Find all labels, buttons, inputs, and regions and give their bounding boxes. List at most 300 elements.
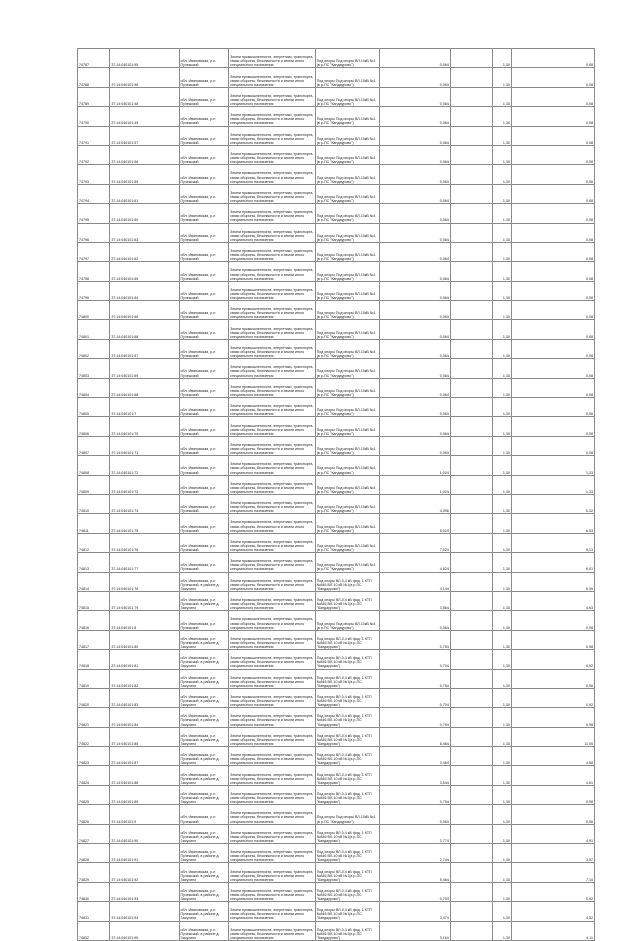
table-row	[78, 921, 595, 940]
address-cell: обл. Ивановская, р-н Пучежский, в районе д. Засухино	[179, 824, 229, 843]
table-row	[78, 165, 595, 184]
empty-cell	[450, 630, 493, 649]
coefficient-cell: 1,30	[493, 436, 511, 455]
area-cell: 0,064	[380, 107, 450, 126]
amount-cell: 0,08	[511, 339, 594, 358]
coefficient-cell: 1,30	[493, 921, 511, 940]
address-cell: обл. Ивановская, р-н Пучежский	[179, 262, 229, 281]
row-number-cell: 74799	[78, 281, 110, 300]
coefficient-cell: 1,30	[493, 204, 511, 223]
address-cell: обл. Ивановская, р-н Пучежский	[179, 281, 229, 300]
permitted-use-cell: Под опоры ВЛ-0,4 кВ фид. 1 КТП №846 ВЛ-10 кВ №1(в р-ПС "Кандаурово")	[315, 669, 380, 688]
permitted-use-cell: Под опоры Под опоры ВЛ-10кВ №1 (в р-ПС "Кандаурово")	[315, 145, 380, 164]
amount-cell: 0,98	[511, 669, 594, 688]
table-row	[78, 844, 595, 863]
table-row	[78, 805, 595, 824]
table-row	[78, 688, 595, 707]
permitted-use-cell: Под опоры Под опоры ВЛ-10кВ №1 (в р-ПС "Кандаурово")	[315, 494, 380, 513]
row-number-cell: 74788	[78, 68, 110, 87]
land-category-cell: Земли промышленности, энергетики, транспорта, связи обороны, безопасности и земли иного специального назначения	[229, 494, 316, 513]
land-category-cell: Земли промышленности, энергетики, транспорта, связи обороны, безопасности и земли иного специального назначения	[229, 126, 316, 145]
amount-cell: 0,98	[511, 708, 594, 727]
coefficient-cell: 1,30	[493, 107, 511, 126]
coefficient-cell: 1,30	[493, 165, 511, 184]
land-category-cell: Земли промышленности, энергетики, транспорта, связи обороны, безопасности и земли иного специального назначения	[229, 902, 316, 921]
land-category-cell: Земли промышленности, энергетики, транспорта, связи обороны, безопасности и земли иного специального назначения	[229, 359, 316, 378]
empty-cell	[450, 844, 493, 863]
address-cell: обл. Ивановская, р-н Пучежский, в районе д. Засухино	[179, 766, 229, 785]
address-cell: обл. Ивановская, р-н Пучежский, в районе д. Засухино	[179, 727, 229, 746]
table-row	[78, 553, 595, 572]
permitted-use-cell: Под опоры Под опоры ВЛ-10кВ №1 (в р-ПС "Кандаурово")	[315, 301, 380, 320]
area-cell: 0,064	[380, 49, 450, 68]
cadastral-number-cell: 37:14:040101:72	[110, 456, 179, 475]
amount-cell: 0,08	[511, 165, 594, 184]
table-row	[78, 475, 595, 494]
land-category-cell: Земли промышленности, энергетики, транспорта, связи обороны, безопасности и земли иного специального назначения	[229, 339, 316, 358]
address-cell: обл. Ивановская, р-н Пучежский	[179, 49, 229, 68]
empty-cell	[450, 107, 493, 126]
cadastral-number-cell: 37:14:040101:76	[110, 533, 179, 552]
address-cell: обл. Ивановская, р-н Пучежский	[179, 456, 229, 475]
cadastral-number-cell: 37:14:040101:80	[110, 630, 179, 649]
permitted-use-cell: Под опоры ВЛ-0,4 кВ фид. 1 КТП №846 ВЛ-10 кВ №1(в р-ПС "Кандаурово")	[315, 863, 380, 882]
row-number-cell: 74831	[78, 902, 110, 921]
row-number-cell: 74806	[78, 417, 110, 436]
area-cell: 1,024	[380, 456, 450, 475]
permitted-use-cell: Под опоры Под опоры ВЛ-10кВ №1 (в р-ПС "Кандаурово")	[315, 126, 380, 145]
address-cell: обл. Ивановская, р-н Пучежский	[179, 359, 229, 378]
cadastral-number-cell: 37:14:040101:89	[110, 785, 179, 804]
area-cell: 3,774	[380, 824, 450, 843]
address-cell: обл. Ивановская, р-н Пучежский	[179, 533, 229, 552]
amount-cell: 0,92	[511, 882, 594, 901]
area-cell: 0,064	[380, 417, 450, 436]
amount-cell: 0,08	[511, 68, 594, 87]
empty-cell	[450, 514, 493, 533]
area-cell: 0,064	[380, 165, 450, 184]
area-cell: 1,024	[380, 475, 450, 494]
area-cell: 0,064	[380, 126, 450, 145]
cadastral-number-cell: 37:14:040101:77	[110, 553, 179, 572]
area-cell: 4,144	[380, 572, 450, 591]
table-row	[78, 68, 595, 87]
address-cell: обл. Ивановская, р-н Пучежский	[179, 87, 229, 106]
table-row	[78, 533, 595, 552]
empty-cell	[450, 766, 493, 785]
table-row	[78, 650, 595, 669]
address-cell: обл. Ивановская, р-н Пучежский	[179, 107, 229, 126]
area-cell: 0,754	[380, 785, 450, 804]
address-cell: обл. Ивановская, р-н Пучежский	[179, 223, 229, 242]
row-number-cell: 74807	[78, 436, 110, 455]
cadastral-number-cell: 37:14:040101:83	[110, 688, 179, 707]
empty-cell	[450, 669, 493, 688]
land-category-cell: Земли промышленности, энергетики, транспорта, связи обороны, безопасности и земли иного специального назначения	[229, 107, 316, 126]
permitted-use-cell: Под опоры Под опоры ВЛ-10кВ №1 (в р-ПС "Кандаурово")	[315, 436, 380, 455]
amount-cell: 6,01	[511, 553, 594, 572]
area-cell: 3,474	[380, 902, 450, 921]
cadastral-number-cell: 37:14:040101:79	[110, 591, 179, 610]
cadastral-number-cell: 37:14:040101:68	[110, 320, 179, 339]
coefficient-cell: 1,30	[493, 301, 511, 320]
table-row	[78, 494, 595, 513]
row-number-cell: 74795	[78, 204, 110, 223]
land-category-cell: Земли промышленности, энергетики, транспорта, связи обороны, безопасности и земли иного специального назначения	[229, 805, 316, 824]
permitted-use-cell: Под опоры Под опоры ВЛ-10кВ №1 (в р-ПС "Кандаурово")	[315, 378, 380, 397]
table-row	[78, 378, 595, 397]
row-number-cell: 74811	[78, 514, 110, 533]
land-category-cell: Земли промышленности, энергетики, транспорта, связи обороны, безопасности и земли иного специального назначения	[229, 863, 316, 882]
area-cell: 5,024	[380, 514, 450, 533]
cadastral-number-cell: 37:14:040101:88	[110, 766, 179, 785]
area-cell: 0,754	[380, 708, 450, 727]
coefficient-cell: 1,30	[493, 514, 511, 533]
coefficient-cell: 1,30	[493, 281, 511, 300]
cadastral-number-cell: 37:14:040101:85	[110, 727, 179, 746]
empty-cell	[450, 475, 493, 494]
area-cell: 3,564	[380, 591, 450, 610]
empty-cell	[450, 824, 493, 843]
land-category-cell: Земли промышленности, энергетики, транспорта, связи обороны, безопасности и земли иного специального назначения	[229, 68, 316, 87]
permitted-use-cell: Под опоры Под опоры ВЛ-10кВ №1 (в р-ПС "Кандаурово")	[315, 398, 380, 417]
amount-cell: 0,98	[511, 785, 594, 804]
coefficient-cell: 1,30	[493, 456, 511, 475]
address-cell: обл. Ивановская, р-н Пучежский, в районе д. Засухино	[179, 863, 229, 882]
permitted-use-cell: Под опоры Под опоры ВЛ-10кВ №1 (в р-ПС "Кандаурово")	[315, 87, 380, 106]
table-row	[78, 320, 595, 339]
coefficient-cell: 1,30	[493, 184, 511, 203]
address-cell: обл. Ивановская, р-н Пучежский	[179, 436, 229, 455]
area-cell: 0,064	[380, 68, 450, 87]
permitted-use-cell: Под опоры Под опоры ВЛ-10кВ №1 (в р-ПС "Кандаурово")	[315, 107, 380, 126]
empty-cell	[450, 359, 493, 378]
address-cell: обл. Ивановская, р-н Пучежский	[179, 165, 229, 184]
table-row	[78, 766, 595, 785]
empty-cell	[450, 863, 493, 882]
amount-cell: 5,39	[511, 572, 594, 591]
row-number-cell: 74798	[78, 262, 110, 281]
address-cell: обл. Ивановская, р-н Пучежский	[179, 805, 229, 824]
land-category-cell: Земли промышленности, энергетики, транспорта, связи обороны, безопасности и земли иного специального назначения	[229, 145, 316, 164]
permitted-use-cell: Под опоры ВЛ-0,4 кВ фид. 1 КТП №846 ВЛ-10 кВ №1(в р-ПС "Кандаурово")	[315, 882, 380, 901]
table-row	[78, 359, 595, 378]
address-cell: обл. Ивановская, р-н Пучежский	[179, 145, 229, 164]
table-body	[78, 49, 595, 941]
empty-cell	[450, 708, 493, 727]
empty-cell	[450, 688, 493, 707]
table-row	[78, 126, 595, 145]
cadastral-number-cell: 37:14:040101:49	[110, 107, 179, 126]
permitted-use-cell: Под опоры Под опоры ВЛ-10кВ №1 (в р-ПС "Кандаурово")	[315, 514, 380, 533]
amount-cell: 0,08	[511, 107, 594, 126]
address-cell: обл. Ивановская, р-н Пучежский, в районе д. Засухино	[179, 785, 229, 804]
table-row	[78, 630, 595, 649]
row-number-cell: 74832	[78, 921, 110, 940]
table-row	[78, 49, 595, 68]
cadastral-number-cell: 37:14:040101:95	[110, 49, 179, 68]
land-category-cell: Земли промышленности, энергетики, транспорта, связи обороны, безопасности и земли иного специального назначения	[229, 49, 316, 68]
land-category-cell: Земли промышленности, энергетики, транспорта, связи обороны, безопасности и земли иного специального назначения	[229, 766, 316, 785]
table-row	[78, 669, 595, 688]
permitted-use-cell: Под опоры Под опоры ВЛ-10кВ №1 (в р-ПС "Кандаурово")	[315, 320, 380, 339]
address-cell: обл. Ивановская, р-н Пучежский	[179, 184, 229, 203]
empty-cell	[450, 281, 493, 300]
permitted-use-cell: Под опоры ВЛ-0,4 кВ фид. 1 КТП №846 ВЛ-10 кВ №1(в р-ПС "Кандаурово")	[315, 844, 380, 863]
permitted-use-cell: Под опоры Под опоры ВЛ-10кВ №1 (в р-ПС "Кандаурово")	[315, 242, 380, 261]
cadastral-number-cell: 37:14:040101:70	[110, 417, 179, 436]
permitted-use-cell: Под опоры Под опоры ВЛ-10кВ №1 (в р-ПС "Кандаурово")	[315, 339, 380, 358]
cadastral-number-cell: 37:14:040101:57	[110, 126, 179, 145]
table-row	[78, 456, 595, 475]
area-cell: 7,024	[380, 533, 450, 552]
coefficient-cell: 1,30	[493, 572, 511, 591]
cadastral-number-cell: 37:14:040101:8	[110, 611, 179, 630]
area-cell: 0,064	[380, 805, 450, 824]
empty-cell	[450, 805, 493, 824]
coefficient-cell: 1,30	[493, 611, 511, 630]
row-number-cell: 74813	[78, 553, 110, 572]
land-category-cell: Земли промышленности, энергетики, транспорта, связи обороны, безопасности и земли иного специального назначения	[229, 708, 316, 727]
row-number-cell: 74817	[78, 630, 110, 649]
area-cell: 0,064	[380, 398, 450, 417]
empty-cell	[450, 145, 493, 164]
amount-cell: 0,08	[511, 242, 594, 261]
area-cell: 8,464	[380, 727, 450, 746]
area-cell: 2,744	[380, 844, 450, 863]
address-cell: обл. Ивановская, р-н Пучежский	[179, 204, 229, 223]
table-row	[78, 242, 595, 261]
empty-cell	[450, 785, 493, 804]
empty-cell	[450, 320, 493, 339]
area-cell: 0,704	[380, 688, 450, 707]
empty-cell	[450, 650, 493, 669]
coefficient-cell: 1,30	[493, 417, 511, 436]
area-cell: 0,064	[380, 262, 450, 281]
land-category-cell: Земли промышленности, энергетики, транспорта, связи обороны, безопасности и земли иного специального назначения	[229, 630, 316, 649]
row-number-cell: 74827	[78, 824, 110, 843]
area-cell: 4,096	[380, 494, 450, 513]
amount-cell: 0,08	[511, 301, 594, 320]
amount-cell: 0,08	[511, 398, 594, 417]
empty-cell	[450, 553, 493, 572]
table-row	[78, 107, 595, 126]
table-row	[78, 223, 595, 242]
area-cell: 0,064	[380, 436, 450, 455]
area-cell: 0,704	[380, 882, 450, 901]
empty-cell	[450, 262, 493, 281]
amount-cell: 4,61	[511, 766, 594, 785]
coefficient-cell: 1,30	[493, 68, 511, 87]
empty-cell	[450, 301, 493, 320]
coefficient-cell: 1,30	[493, 359, 511, 378]
address-cell: обл. Ивановская, р-н Пучежский	[179, 475, 229, 494]
address-cell: обл. Ивановская, р-н Пучежский, в районе д. Засухино	[179, 844, 229, 863]
empty-cell	[450, 87, 493, 106]
land-category-cell: Земли промышленности, энергетики, транспорта, связи обороны, безопасности и земли иного специального назначения	[229, 611, 316, 630]
table-row	[78, 301, 595, 320]
empty-cell	[450, 242, 493, 261]
permitted-use-cell: Под опоры Под опоры ВЛ-10кВ №1 (в р-ПС "Кандаурово")	[315, 204, 380, 223]
table-row	[78, 591, 595, 610]
empty-cell	[450, 494, 493, 513]
permitted-use-cell: Под опоры Под опоры ВЛ-10кВ №1 (в р-ПС "Кандаурово")	[315, 533, 380, 552]
land-category-cell: Земли промышленности, энергетики, транспорта, связи обороны, безопасности и земли иного специального назначения	[229, 242, 316, 261]
land-category-cell: Земли промышленности, энергетики, транспорта, связи обороны, безопасности и земли иного специального назначения	[229, 514, 316, 533]
row-number-cell: 74816	[78, 611, 110, 630]
permitted-use-cell: Под опоры ВЛ-0,4 кВ фид. 1 КТП №846 ВЛ-10 кВ №1(в р-ПС "Кандаурово")	[315, 921, 380, 940]
table-row	[78, 514, 595, 533]
land-category-cell: Земли промышленности, энергетики, транспорта, связи обороны, безопасности и земли иного специального назначения	[229, 301, 316, 320]
permitted-use-cell: Под опоры ВЛ-0,4 кВ фид. 1 КТП №846 ВЛ-10 кВ №1(в р-ПС "Кандаурово")	[315, 747, 380, 766]
empty-cell	[450, 727, 493, 746]
row-number-cell: 74822	[78, 727, 110, 746]
row-number-cell: 74793	[78, 165, 110, 184]
area-cell: 0,064	[380, 184, 450, 203]
amount-cell: 4,52	[511, 902, 594, 921]
cadastral-number-cell: 37:14:040101:90	[110, 824, 179, 843]
permitted-use-cell: Под опоры ВЛ-0,4 кВ фид. 1 КТП №846 ВЛ-10 кВ №1(в р-ПС "Кандаурово")	[315, 824, 380, 843]
area-cell: 0,064	[380, 320, 450, 339]
address-cell: обл. Ивановская, р-н Пучежский, в районе д. Засухино	[179, 572, 229, 591]
permitted-use-cell: Под опоры ВЛ-0,4 кВ фид. 1 КТП №846 ВЛ-10 кВ №1(в р-ПС "Кандаурово")	[315, 766, 380, 785]
cadastral-number-cell: 37:14:040101:60	[110, 204, 179, 223]
cadastral-number-cell: 37:14:040101:95	[110, 921, 179, 940]
amount-cell: 4,63	[511, 591, 594, 610]
table-row	[78, 611, 595, 630]
area-cell: 3,544	[380, 766, 450, 785]
land-category-cell: Земли промышленности, энергетики, транспорта, связи обороны, безопасности и земли иного специального назначения	[229, 572, 316, 591]
empty-cell	[450, 165, 493, 184]
row-number-cell: 74801	[78, 320, 110, 339]
empty-cell	[450, 68, 493, 87]
address-cell: обл. Ивановская, р-н Пучежский	[179, 494, 229, 513]
address-cell: обл. Ивановская, р-н Пучежский, в районе д. Засухино	[179, 669, 229, 688]
cadastral-number-cell: 37:14:040101:68	[110, 378, 179, 397]
permitted-use-cell: Под опоры ВЛ-0,4 кВ фид. 1 КТП №846 ВЛ-10 кВ №1(в р-ПС "Кандаурово")	[315, 591, 380, 610]
land-category-cell: Земли промышленности, энергетики, транспорта, связи обороны, безопасности и земли иного специального назначения	[229, 165, 316, 184]
land-category-cell: Земли промышленности, энергетики, транспорта, связи обороны, безопасности и земли иного специального назначения	[229, 320, 316, 339]
address-cell: обл. Ивановская, р-н Пучежский	[179, 68, 229, 87]
amount-cell: 1,33	[511, 475, 594, 494]
coefficient-cell: 1,30	[493, 126, 511, 145]
cadastral-number-cell: 37:14:040101:93	[110, 882, 179, 901]
coefficient-cell: 1,30	[493, 591, 511, 610]
area-cell: 0,064	[380, 242, 450, 261]
area-cell: 4,624	[380, 553, 450, 572]
address-cell: обл. Ивановская, р-н Пучежский, в районе д. Засухино	[179, 902, 229, 921]
address-cell: обл. Ивановская, р-н Пучежский	[179, 398, 229, 417]
cadastral-number-cell: 37:14:040101:73	[110, 475, 179, 494]
empty-cell	[450, 436, 493, 455]
row-number-cell: 74815	[78, 591, 110, 610]
area-cell: 0,064	[380, 204, 450, 223]
land-category-cell: Земли промышленности, энергетики, транспорта, связи обороны, безопасности и земли иного специального назначения	[229, 262, 316, 281]
coefficient-cell: 1,30	[493, 378, 511, 397]
cadastral-number-cell: 37:14:040101:59	[110, 165, 179, 184]
area-cell: 0,064	[380, 359, 450, 378]
cadastral-number-cell: 37:14:040101:92	[110, 863, 179, 882]
coefficient-cell: 1,30	[493, 844, 511, 863]
cadastral-number-cell: 37:14:040101:62	[110, 242, 179, 261]
address-cell: обл. Ивановская, р-н Пучежский	[179, 242, 229, 261]
cadastral-number-cell: 37:14:040101:94	[110, 902, 179, 921]
land-plot-table	[77, 48, 595, 941]
coefficient-cell: 1,30	[493, 553, 511, 572]
row-number-cell: 74794	[78, 184, 110, 203]
address-cell: обл. Ивановская, р-н Пучежский, в районе д. Засухино	[179, 708, 229, 727]
empty-cell	[450, 572, 493, 591]
area-cell: 0,064	[380, 281, 450, 300]
cadastral-number-cell: 37:14:040101:66	[110, 301, 179, 320]
empty-cell	[450, 747, 493, 766]
address-cell: обл. Ивановская, р-н Пучежский, в районе д. Засухино	[179, 921, 229, 940]
permitted-use-cell: Под опоры ВЛ-0,4 кВ фид. 1 КТП №846 ВЛ-10 кВ №1(в р-ПС "Кандаурово")	[315, 785, 380, 804]
row-number-cell: 74792	[78, 145, 110, 164]
row-number-cell: 74819	[78, 669, 110, 688]
empty-cell	[450, 339, 493, 358]
coefficient-cell: 1,30	[493, 87, 511, 106]
permitted-use-cell: Под опоры Под опоры ВЛ-10кВ №1 (в р-ПС "Кандаурово")	[315, 262, 380, 281]
land-category-cell: Земли промышленности, энергетики, транспорта, связи обороны, безопасности и земли иного специального назначения	[229, 436, 316, 455]
row-number-cell: 74823	[78, 747, 110, 766]
coefficient-cell: 1,30	[493, 902, 511, 921]
area-cell: 0,704	[380, 650, 450, 669]
cadastral-number-cell: 37:14:040101:74	[110, 494, 179, 513]
cadastral-number-cell: 37:14:040101:71	[110, 436, 179, 455]
land-category-cell: Земли промышленности, энергетики, транспорта, связи обороны, безопасности и земли иного специального назначения	[229, 688, 316, 707]
permitted-use-cell: Под опоры Под опоры ВЛ-10кВ №1 (в р-ПС "Кандаурово")	[315, 417, 380, 436]
area-cell: 0,064	[380, 378, 450, 397]
address-cell: обл. Ивановская, р-н Пучежский	[179, 514, 229, 533]
row-number-cell: 74814	[78, 572, 110, 591]
cadastral-number-cell: 37:14:040101:84	[110, 708, 179, 727]
table-row	[78, 87, 595, 106]
amount-cell: 3,57	[511, 844, 594, 863]
amount-cell: 4,11	[511, 921, 594, 940]
land-category-cell: Земли промышленности, энергетики, транспорта, связи обороны, безопасности и земли иного специального назначения	[229, 204, 316, 223]
area-cell: 0,064	[380, 339, 450, 358]
cadastral-number-cell: 37:14:040101:9	[110, 805, 179, 824]
cadastral-number-cell: 37:14:040101:75	[110, 514, 179, 533]
area-cell: 0,064	[380, 87, 450, 106]
address-cell: обл. Ивановская, р-н Пучежский	[179, 553, 229, 572]
amount-cell: 4,91	[511, 824, 594, 843]
land-category-cell: Земли промышленности, энергетики, транспорта, связи обороны, безопасности и земли иного специального назначения	[229, 882, 316, 901]
amount-cell: 0,98	[511, 630, 594, 649]
amount-cell: 0,08	[511, 145, 594, 164]
area-cell: 3,164	[380, 921, 450, 940]
permitted-use-cell: Под опоры Под опоры ВЛ-10кВ №1 (в р-ПС "Кандаурово")	[315, 456, 380, 475]
empty-cell	[450, 921, 493, 940]
coefficient-cell: 1,30	[493, 882, 511, 901]
cadastral-number-cell: 37:14:040101:65	[110, 262, 179, 281]
row-number-cell: 74812	[78, 533, 110, 552]
empty-cell	[450, 456, 493, 475]
coefficient-cell: 1,30	[493, 785, 511, 804]
address-cell: обл. Ивановская, р-н Пучежский, в районе д. Засухино	[179, 650, 229, 669]
coefficient-cell: 1,30	[493, 747, 511, 766]
amount-cell: 5,32	[511, 494, 594, 513]
coefficient-cell: 1,30	[493, 475, 511, 494]
coefficient-cell: 1,30	[493, 805, 511, 824]
cadastral-number-cell: 37:14:040101:91	[110, 844, 179, 863]
table-row	[78, 436, 595, 455]
table-row	[78, 708, 595, 727]
row-number-cell: 74804	[78, 378, 110, 397]
permitted-use-cell: Под опоры ВЛ-0,4 кВ фид. 1 КТП №846 ВЛ-10 кВ №1(в р-ПС "Кандаурово")	[315, 630, 380, 649]
coefficient-cell: 1,30	[493, 669, 511, 688]
